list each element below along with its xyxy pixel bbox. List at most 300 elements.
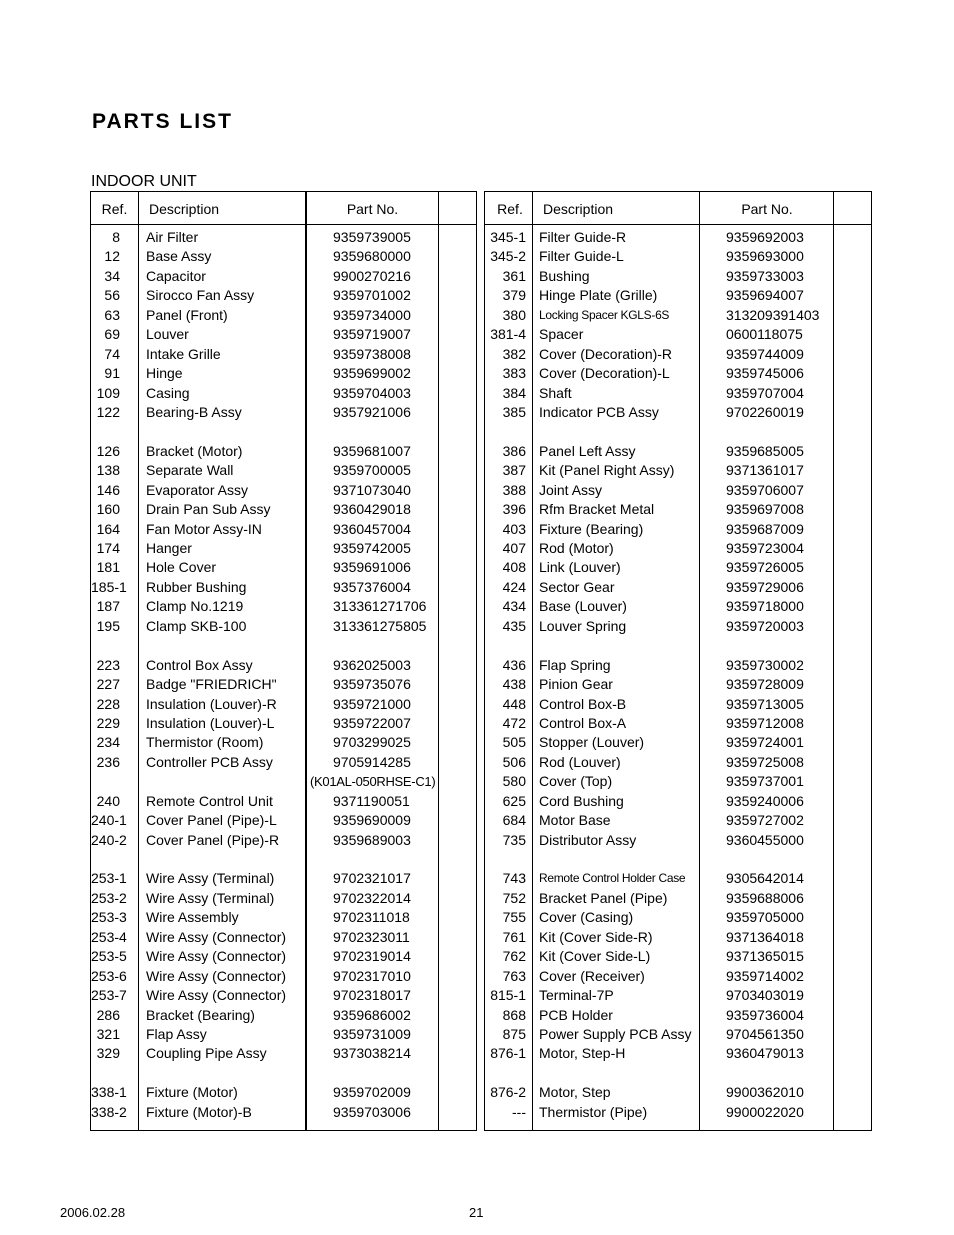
part-number-cell: 9359690009 [333,812,411,829]
ref-cell: 34 [104,267,120,284]
ref-cell: 472 [502,714,526,731]
ref-cell: 122 [96,403,120,420]
table-row [485,967,871,986]
part-number-cell: 9359692003 [726,229,804,245]
ref-cell: 625 [502,792,526,809]
table-row [485,908,871,927]
ref-cell: 253-7 [91,987,127,1004]
part-number-cell: 9359742005 [333,540,411,556]
part-number-cell: 9371364018 [726,928,804,945]
part-number-cell: 9359700005 [333,462,411,479]
table-row [485,325,871,344]
table-row [91,947,476,966]
description-cell: Spacer [539,326,584,343]
ref-cell: 684 [502,812,526,829]
table-row [485,1025,871,1044]
table-row [485,500,871,519]
part-number-cell: 9359686002 [333,1006,411,1023]
table-row [91,306,476,325]
description-cell: Remote Control Holder Case [539,871,686,886]
ref-cell: 74 [104,345,120,362]
ref-cell: 91 [104,365,120,382]
ref-cell: 396 [502,501,526,518]
ref-cell: 240 [96,792,120,809]
ref-cell: 138 [96,462,120,479]
table-row [485,1006,871,1025]
description-cell: Rubber Bushing [146,578,247,595]
ref-cell: 8 [112,229,120,245]
page-title: PARTS LIST [92,110,233,133]
description-cell: Capacitor [146,267,206,284]
table-row [485,578,871,597]
description-cell: Clamp SKB-100 [146,617,247,634]
part-number-cell: 9359735076 [333,676,411,693]
ref-cell: 403 [502,520,526,537]
ref-cell: 434 [502,598,526,615]
ref-cell: 506 [502,753,526,770]
ref-cell: 743 [502,870,526,887]
part-number-cell: 9359707004 [726,384,804,401]
table-row [485,772,871,791]
part-number-cell: 9359731009 [333,1025,411,1042]
part-number-cell: 9359714002 [726,967,804,984]
table-row [91,500,476,519]
part-number-cell: 9359705000 [726,909,804,926]
table-row [485,539,871,558]
table-row [485,228,871,247]
part-number-cell: 9359706007 [726,481,804,498]
table-row [485,714,871,733]
table-row [91,967,476,986]
table-row [91,695,476,714]
part-number-cell: 9359728009 [726,676,804,693]
table-row [91,597,476,616]
ref-cell: 126 [96,442,120,459]
part-number-cell: 9359723004 [726,540,804,556]
table-row [485,1103,871,1122]
ref-cell: 253-2 [91,889,127,906]
table-row [91,675,476,694]
table-row [485,403,871,422]
description-cell: Drain Pan Sub Assy [146,501,271,518]
header-part-no: Part No. [741,201,793,217]
table-row [91,772,476,791]
ref-cell: 185-1 [91,578,127,595]
ref-cell: 735 [502,831,526,848]
table-row [485,558,871,577]
table-row [485,364,871,383]
part-number-cell: 9359681007 [333,442,411,459]
part-number-cell: 9359739005 [333,229,411,245]
part-number-cell: 9359704003 [333,384,411,401]
description-cell: Bearing-B Assy [146,403,242,420]
ref-cell: 227 [96,676,120,693]
ref-cell: 160 [96,501,120,518]
part-number-cell: 9359745006 [726,365,804,382]
description-cell: Pinion Gear [539,676,613,693]
part-number-cell: 9702322014 [333,889,411,906]
parts-table-right [484,191,872,1131]
description-cell: Fixture (Bearing) [539,520,644,537]
part-number-cell: 9359685005 [726,442,804,459]
table-row [91,325,476,344]
table-row [485,306,871,325]
description-cell: Flap Assy [146,1025,207,1042]
ref-cell: 438 [502,676,526,693]
description-cell: PCB Holder [539,1006,613,1023]
table-row [91,656,476,675]
description-cell: Controller PCB Assy [146,753,273,770]
description-cell: Link (Louver) [539,559,621,576]
part-number-cell: 9900270216 [333,267,411,284]
description-cell: Control Box-B [539,695,627,712]
description-cell: Kit (Cover Side-L) [539,948,651,965]
ref-cell: 253-4 [91,928,127,945]
table-row [485,753,871,772]
ref-cell: 385 [502,403,526,420]
part-number-cell: 9371073040 [333,481,411,498]
group-spacer [485,636,871,655]
description-cell: Louver [146,326,189,343]
header-divider [91,224,476,225]
table-row [91,578,476,597]
part-number-cell: 9359721000 [333,695,411,712]
description-cell: Panel Left Assy [539,442,636,459]
table-row [485,247,871,266]
description-cell: Motor, Step [539,1084,611,1101]
table-row [485,481,871,500]
part-number-cell: 9371190051 [333,792,410,809]
part-number-cell: 9360457004 [333,520,411,537]
part-number-cell: 9702319014 [333,948,411,965]
description-cell: Insulation (Louver)-L [146,714,275,731]
description-cell: Wire Assy (Connector) [146,967,287,984]
group-spacer [91,636,476,655]
description-cell: Terminal-7P [539,987,614,1004]
table-row [91,384,476,403]
ref-cell: 286 [96,1006,120,1023]
table-row [485,675,871,694]
part-number-cell: 9359703006 [333,1103,411,1120]
table-row [91,753,476,772]
description-cell: Cover (Top) [539,773,613,790]
part-number-cell: 9702260019 [726,403,804,420]
part-number-cell: 9359699002 [333,365,411,382]
group-spacer [91,1064,476,1083]
ref-cell: 345-2 [490,248,526,265]
ref-cell: 580 [502,773,526,790]
ref-cell: 435 [502,617,526,634]
table-row [91,908,476,927]
ref-cell: 164 [96,520,120,537]
part-number-cell: 9305642014 [726,870,804,887]
table-row [91,539,476,558]
table-row [91,461,476,480]
table-row [91,442,476,461]
part-number-cell: 9359691006 [333,559,411,576]
ref-cell: 763 [502,967,526,984]
part-number-cell: 9705914285 [333,753,411,770]
table-row [91,345,476,364]
part-number-cell: 9373038214 [333,1045,411,1062]
ref-cell: --- [512,1103,526,1120]
ref-cell: 253-6 [91,967,127,984]
part-number-cell: 9703299025 [333,734,411,751]
table-row [91,403,476,422]
ref-cell: 174 [96,540,120,556]
ref-cell: 12 [104,248,120,265]
part-number-cell: 9359720003 [726,617,804,634]
table-row [485,869,871,888]
table-row [91,986,476,1005]
part-number-cell: (K01AL-050RHSE-C1) [310,774,436,790]
description-cell: Bracket (Motor) [146,442,243,459]
part-number-cell: 9702317010 [333,967,411,984]
part-number-cell: 9362025003 [333,656,411,673]
description-cell: Cover (Decoration)-L [539,365,670,382]
part-number-cell: 9359737001 [726,773,804,790]
table-row [91,733,476,752]
part-number-cell: 9359712008 [726,714,804,731]
ref-cell: 408 [502,559,526,576]
part-number-cell: 9704561350 [726,1025,804,1042]
part-number-cell: 9359734000 [333,306,411,323]
description-cell: Shaft [539,384,572,401]
part-number-cell: 9359718000 [726,598,804,615]
part-number-cell: 9359688006 [726,889,804,906]
part-number-cell: 9359719007 [333,326,411,343]
ref-cell: 338-2 [91,1103,127,1120]
description-cell: Louver Spring [539,617,627,634]
ref-cell: 382 [502,345,526,362]
part-number-cell: 9359744009 [726,345,804,362]
ref-cell: 436 [502,656,526,673]
ref-cell: 228 [96,695,120,712]
description-cell: Cover (Decoration)-R [539,345,673,362]
part-number-cell: 9360455000 [726,831,804,848]
table-row [485,947,871,966]
part-number-cell: 9359680000 [333,248,411,265]
ref-cell: 424 [502,578,526,595]
ref-cell: 181 [96,559,120,576]
ref-cell: 361 [502,267,526,284]
part-number-cell: 9359736004 [726,1006,804,1023]
part-number-cell: 9359738008 [333,345,411,362]
part-number-cell: 9702323011 [333,928,410,945]
description-cell: Filter Guide-L [539,248,624,265]
header-ref: Ref. [101,201,128,217]
description-cell: Power Supply PCB Assy [539,1025,692,1042]
description-cell: Rod (Louver) [539,753,621,770]
ref-cell: 321 [96,1025,120,1042]
part-number-cell: 9359725008 [726,753,804,770]
ref-cell: 448 [502,695,526,712]
part-number-cell: 9359701002 [333,287,411,304]
ref-cell: 876-1 [490,1045,526,1062]
table-row [91,811,476,830]
ref-cell: 407 [502,540,526,556]
ref-cell: 383 [502,365,526,382]
table-row [91,286,476,305]
ref-cell: 345-1 [490,229,526,245]
part-number-cell: 313361271706 [333,598,427,615]
description-cell: Badge "FRIEDRICH" [146,676,277,693]
description-cell: Flap Spring [539,656,611,673]
table-row [91,558,476,577]
description-cell: Sector Gear [539,578,615,595]
description-cell: Cover Panel (Pipe)-R [146,831,280,848]
table-row [485,345,871,364]
description-cell: Wire Assy (Connector) [146,948,287,965]
ref-cell: 240-1 [91,812,127,829]
table-row [485,656,871,675]
table-row [91,1103,476,1122]
table-row [91,267,476,286]
table-row [485,461,871,480]
group-spacer [91,850,476,869]
part-number-cell: 9359713005 [726,695,804,712]
ref-cell: 386 [502,442,526,459]
description-cell: Cord Bushing [539,792,624,809]
ref-cell: 388 [502,481,526,498]
part-number-cell: 9703403019 [726,987,804,1004]
description-cell: Thermistor (Pipe) [539,1103,648,1120]
ref-cell: 253-1 [91,870,127,887]
footer-date: 2006.02.28 [60,1205,126,1220]
group-spacer [485,1064,871,1083]
ref-cell: 384 [502,384,526,401]
ref-cell: 109 [96,384,120,401]
description-cell: Wire Assy (Terminal) [146,889,275,906]
description-cell: Distributor Assy [539,831,637,848]
ref-cell: 69 [104,326,120,343]
ref-cell: 762 [502,948,526,965]
ref-cell: 229 [96,714,120,731]
part-number-cell: 9359733003 [726,267,804,284]
part-number-cell: 313361275805 [333,617,427,634]
ref-cell: 338-1 [91,1084,127,1101]
ref-cell: 761 [502,928,526,945]
table-row [91,520,476,539]
page-number: 21 [469,1205,484,1220]
table-body [485,228,871,1122]
table-row [91,889,476,908]
group-spacer [485,850,871,869]
table-row [485,986,871,1005]
table-row [91,617,476,636]
description-cell: Motor Base [539,812,611,829]
header-part-no: Part No. [346,201,399,217]
description-cell: Coupling Pipe Assy [146,1045,267,1062]
ref-cell: 234 [96,734,120,751]
part-number-cell: 9359726005 [726,559,804,576]
description-cell: Control Box Assy [146,656,253,673]
table-row [91,481,476,500]
part-number-cell: 313209391403 [726,306,820,323]
description-cell: Hanger [146,540,192,556]
part-number-cell: 9359727002 [726,812,804,829]
description-cell: Rfm Bracket Metal [539,501,655,518]
part-number-cell: 9359730002 [726,656,804,673]
part-number-cell: 9360479013 [726,1045,804,1062]
ref-cell: 56 [104,287,120,304]
header-ref: Ref. [497,201,523,217]
description-cell: Separate Wall [146,462,234,479]
table-row [485,267,871,286]
description-cell: Panel (Front) [146,306,228,323]
table-row [485,617,871,636]
table-row [91,869,476,888]
description-cell: Bracket (Bearing) [146,1006,255,1023]
part-number-cell: 9359722007 [333,714,411,731]
parts-table-left [90,191,477,1131]
part-number-cell: 9359693000 [726,248,804,265]
ref-cell: 875 [502,1025,526,1042]
part-number-cell: 9359689003 [333,831,411,848]
description-cell: Bracket Panel (Pipe) [539,889,668,906]
part-number-cell: 9900022020 [726,1103,804,1120]
ref-cell: 752 [502,889,526,906]
ref-cell: 223 [96,656,120,673]
ref-cell: 329 [96,1045,120,1062]
description-cell: Hole Cover [146,559,217,576]
description-cell: Control Box-A [539,714,627,731]
description-cell: Hinge [146,365,183,382]
table-row [485,695,871,714]
description-cell: Insulation (Louver)-R [146,695,277,712]
part-number-cell: 9359702009 [333,1084,411,1101]
description-cell: Filter Guide-R [539,229,627,245]
description-cell: Sirocco Fan Assy [146,287,255,304]
header-description: Description [149,201,220,217]
part-number-cell: 9359697008 [726,501,804,518]
ref-cell: 868 [502,1006,526,1023]
description-cell: Wire Assy (Connector) [146,987,287,1004]
group-spacer [485,422,871,441]
part-number-cell: 9702321017 [333,870,411,887]
table-row [91,364,476,383]
description-cell: Evaporator Assy [146,481,248,498]
table-row [91,228,476,247]
group-spacer [91,422,476,441]
part-number-cell: 9702318017 [333,987,411,1004]
part-number-cell: 9359240006 [726,792,804,809]
table-row [485,889,871,908]
description-cell: Fixture (Motor)-B [146,1103,252,1120]
part-number-cell: 9359687009 [726,520,804,537]
table-row [485,1083,871,1102]
description-cell: Kit (Cover Side-R) [539,928,653,945]
part-number-cell: 9900362010 [726,1084,804,1101]
ref-cell: 876-2 [490,1084,526,1101]
description-cell: Cover (Casing) [539,909,634,926]
ref-cell: 755 [502,909,526,926]
description-cell: Casing [146,384,190,401]
table-row [91,247,476,266]
description-cell: Motor, Step-H [539,1045,626,1062]
description-cell: Wire Assembly [146,909,239,926]
ref-cell: 379 [502,287,526,304]
description-cell: Wire Assy (Connector) [146,928,287,945]
ref-cell: 815-1 [490,987,526,1004]
table-row [91,928,476,947]
description-cell: Wire Assy (Terminal) [146,870,275,887]
part-number-cell: 0600118075 [726,326,803,343]
part-number-cell: 9359729006 [726,578,804,595]
ref-cell: 505 [502,734,526,751]
description-cell: Clamp No.1219 [146,598,244,615]
description-cell: Thermistor (Room) [146,734,264,751]
